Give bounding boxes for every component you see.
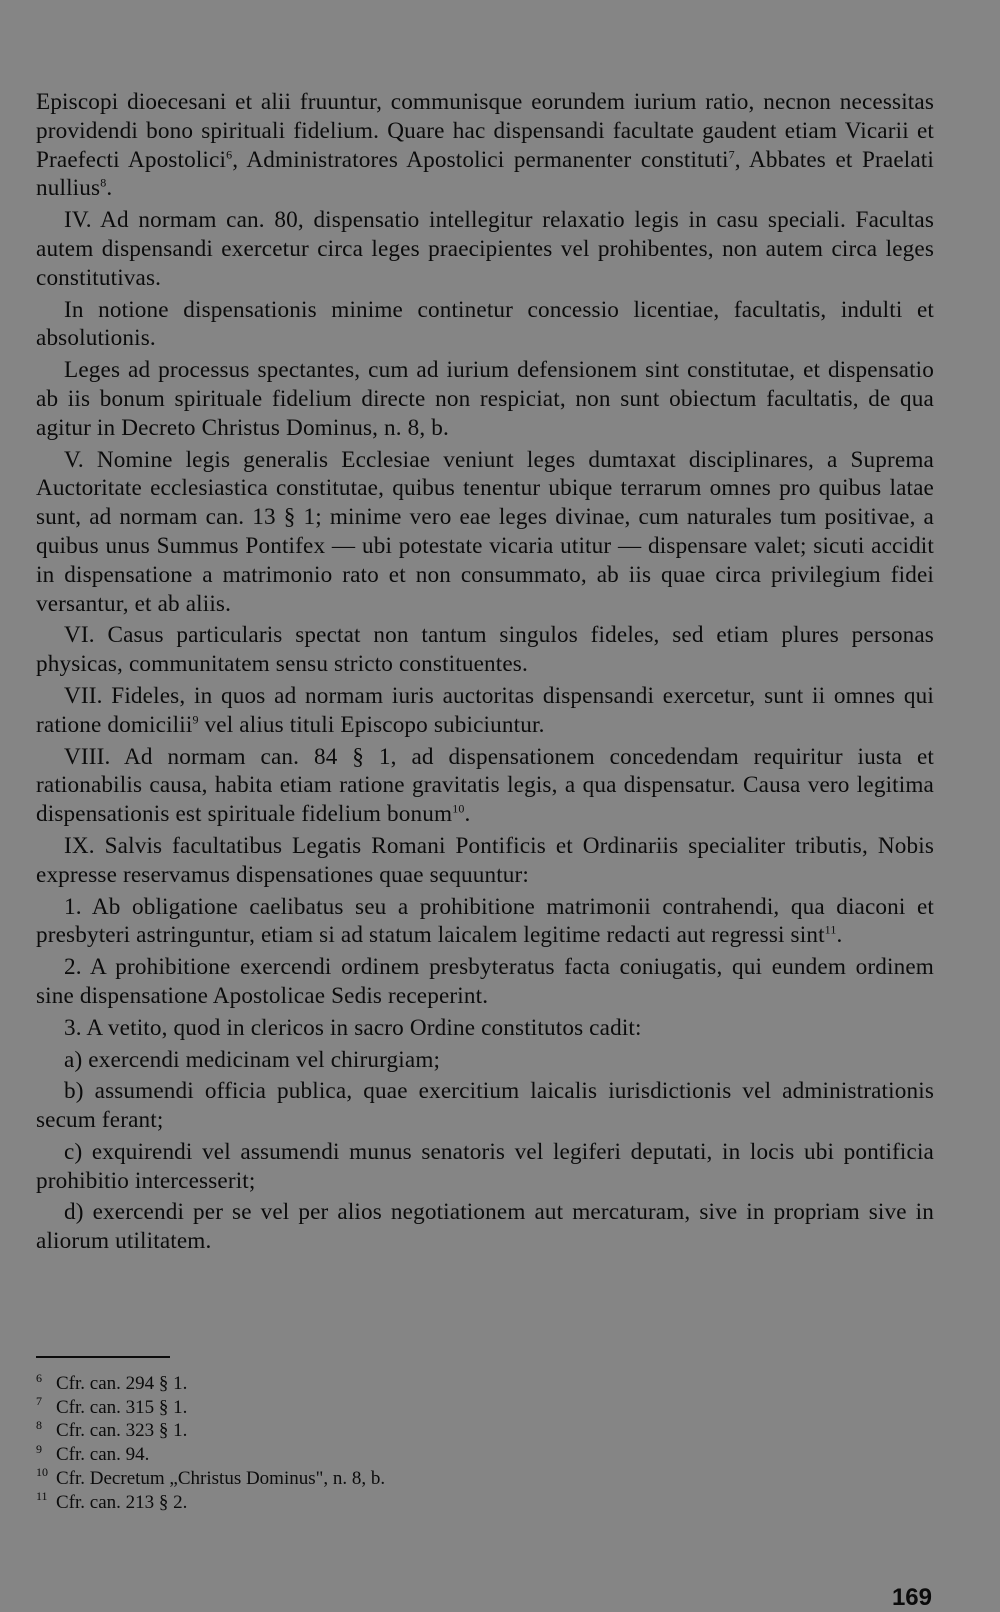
paragraph <box>36 682 934 740</box>
footnote: 7 Cfr. can. 315 § 1. <box>36 1394 188 1418</box>
paragraph-text: . <box>836 922 843 949</box>
footnote-ref: 9 <box>192 712 199 726</box>
footnote-ref: 7 <box>728 146 735 161</box>
paragraph-text: 3. A vetito, quod in clericos in sacro Ordine constitutos cadit: <box>64 1014 642 1041</box>
paragraph-text: . <box>106 175 113 202</box>
list-item <box>36 1138 934 1196</box>
footnote-ref: 11 <box>824 922 837 937</box>
footnote-separator <box>36 1356 170 1358</box>
list-item <box>36 1198 934 1256</box>
paragraph-text: In notione dispensationis minime continetur concessio licentiae, facultatis, indulti et absolutionis. <box>36 296 934 352</box>
page-number: 169 <box>891 1584 932 1611</box>
paragraph <box>36 356 934 442</box>
footnote-text: Cfr. can. 323 § 1. <box>56 1420 188 1442</box>
list-item <box>36 1046 934 1075</box>
paragraph <box>36 832 934 890</box>
footnote: 9 Cfr. can. 94. <box>36 1441 150 1466</box>
list-item <box>36 893 934 951</box>
paragraph-text: c) exquirendi vel assumendi munus senatoris vel legiferi deputati, in locis ubi pontificia prohibitio intercesserit; <box>36 1138 934 1194</box>
list-item <box>36 1077 934 1135</box>
paragraph-text: , Abbates et Praelati nullius <box>36 146 934 202</box>
paragraph-text: a) exercendi medicinam vel chirurgiam; <box>64 1046 441 1073</box>
paragraph-text: vel alius tituli Episcopo subiciuntur. <box>198 711 545 738</box>
footnote: 8 Cfr. can. 323 § 1. <box>36 1418 188 1442</box>
footnote-ref: 10 <box>452 801 465 816</box>
list-item <box>36 953 934 1011</box>
footnote: 10 Cfr. Decretum „Christus Dominus", n. 8, b. <box>36 1465 386 1489</box>
footnote-text: Cfr. Decretum „Christus Dominus", n. 8, b. <box>56 1467 386 1489</box>
paragraph-text: d) exercendi per se vel per alios negotiationem aut mercaturam, sive in propriam sive in aliorum utilitatem. <box>36 1199 934 1255</box>
paragraph-text: V. Nomine legis generalis Ecclesiae veniunt leges dumtaxat disciplinares, a Suprema Auctoritate ecclesiastica constitutae, quibus tenentur ubique terrarum omnes pro quibus latae sunt, ad normam can. 13 § 1; minime vero eae leges divinae, cum naturales tum positivae, a quibus unus Summus Pontifex — ubi potestate vicaria utitur — dispensare valet; sicuti accidit in dispensatione a matrimonio rato et non consummato, ab iis quae circa privilegium fidei versantur, et ab aliis. <box>36 446 934 617</box>
paragraph <box>36 88 934 203</box>
paragraph <box>36 621 934 679</box>
paragraph-text: b) assumendi officia publica, quae exercitium laicalis iurisdictionis vel administrationis secum ferant; <box>36 1078 934 1134</box>
paragraph <box>36 206 934 292</box>
footnote: 11 Cfr. can. 213 § 2. <box>36 1489 188 1513</box>
body-text <box>36 88 934 1259</box>
paragraph-text: VIII. Ad normam can. 84 § 1, ad dispensationem concedendam requiritur iusta et rationabilis causa, habita etiam ratione gravitatis legis, a qua dispensatur. Causa vero legitima dispensationis est spirituale fidelium bonum <box>36 743 934 828</box>
footnote: 6 Cfr. can. 294 § 1. <box>36 1370 188 1394</box>
paragraph-text: VI. Casus particularis spectat non tantum singulos fideles, sed etiam plures personas physicas, communitatem sensu stricto constituentes. <box>36 622 934 678</box>
paragraph <box>36 446 934 619</box>
list-item <box>36 1014 934 1043</box>
paragraph-text: 1. Ab obligatione caelibatus seu a prohibitione matrimonii contrahendi, qua diaconi et presbyteri astringuntur, etiam si ad statum laicalem legitime redacti aut regressi sint <box>36 893 934 949</box>
footnote-ref: 6 <box>226 146 233 161</box>
paragraph <box>36 296 934 354</box>
paragraph-text: 2. A prohibitione exercendi ordinem presbyteratus facta coniugatis, qui eundem ordinem sine dispensatione Apostolicae Sedis receperint. <box>36 954 934 1009</box>
paragraph-text: VII. Fideles, in quos ad normam iuris auctoritas dispensandi exercetur, sunt ii omnes qui ratione domicilii <box>36 682 934 738</box>
paragraph-text: Leges ad processus spectantes, cum ad iurium defensionem sint constitutae, et dispensatio ab iis bonum spirituale fidelium directe non respiciat, non sunt obiectum facultatis, de qua agitur in Decreto Christus Dominus, n. 8, b. <box>36 357 934 441</box>
paragraph-text: IV. Ad normam can. 80, dispensatio intellegitur relaxatio legis in casu speciali. Facultas autem dispensandi exercetur circa leges praecipientes vel prohibentes, non autem circa leges constitutivas. <box>36 207 934 291</box>
paragraph-text: IX. Salvis facultatibus Legatis Romani Pontificis et Ordinariis specialiter tributis, Nobis expresse reservamus dispensationes quae sequuntur: <box>36 832 934 888</box>
footnote-text: Cfr. can. 94. <box>56 1444 150 1466</box>
paragraph-text: . <box>464 801 471 828</box>
footnote-text: Cfr. can. 294 § 1. <box>56 1373 188 1394</box>
footnote-ref: 8 <box>100 175 107 190</box>
footnote-text: Cfr. can. 213 § 2. <box>56 1491 188 1513</box>
paragraph <box>36 743 934 829</box>
footnotes <box>36 1372 636 1514</box>
paragraph-text: , Administratores Apostolici permanenter constituti <box>232 146 729 173</box>
paragraph-text: Episcopi dioecesani et alii fruuntur, communisque eorundem iurium ratio, necnon necessitas providendi bono spirituali fidelium. Quare hac dispensandi facultate gaudent etiam Vicarii et Praefecti Apostolici <box>36 89 934 173</box>
footnote-text: Cfr. can. 315 § 1. <box>56 1396 188 1418</box>
